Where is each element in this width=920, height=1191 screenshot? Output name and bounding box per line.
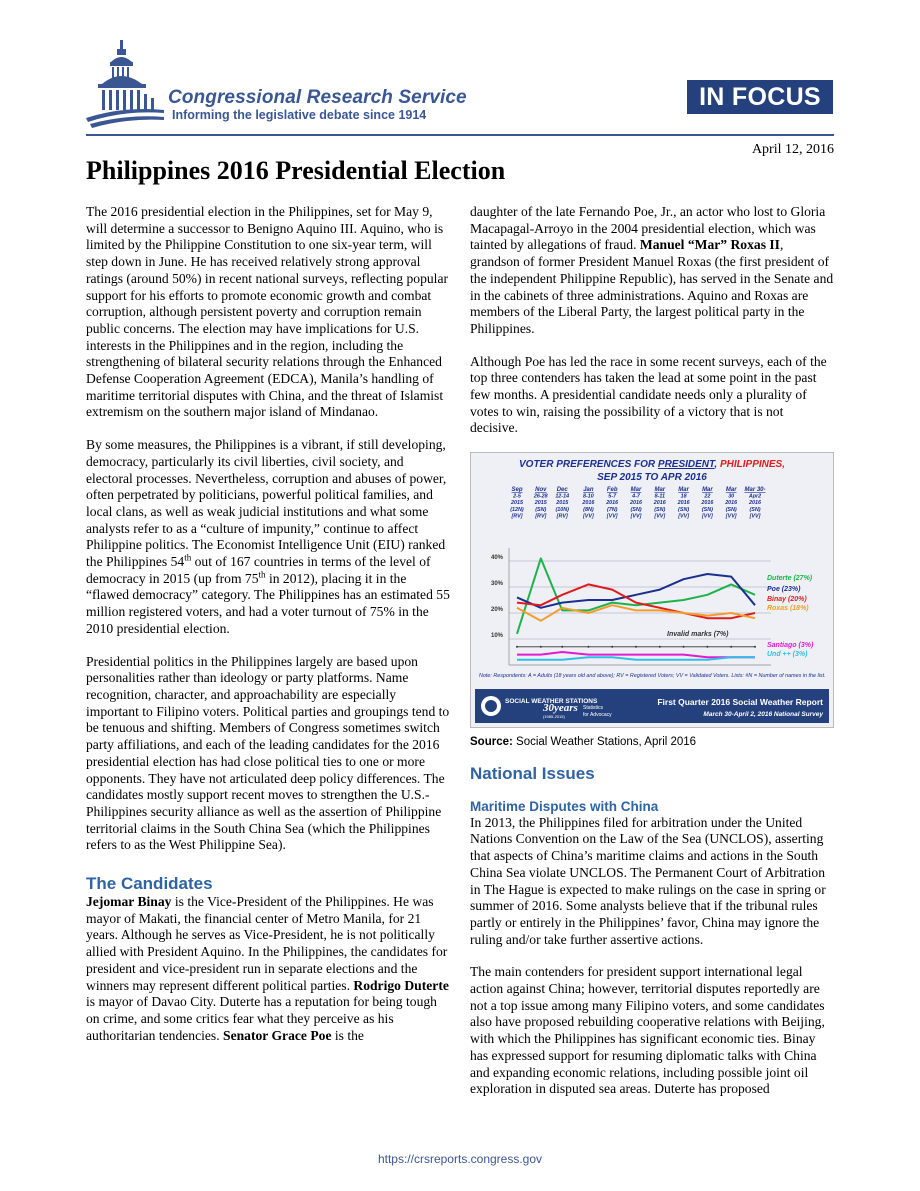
org-name: Congressional Research Service [168, 87, 467, 108]
column-header-y: 2015 [556, 500, 569, 507]
column-header-d: 4-7 [632, 493, 640, 500]
series-line-und [517, 657, 755, 660]
column-header-d: 12-14 [555, 493, 570, 500]
chart-svg [471, 453, 833, 727]
column-header-t: [VV] [702, 513, 713, 520]
data-point [516, 646, 518, 648]
chart-title-line2: SEP 2015 TO APR 2016 [597, 472, 707, 483]
series-line-santiago [517, 652, 755, 657]
column-header-n: (8N) [583, 506, 594, 513]
column-header-d: 8-11 [654, 493, 665, 500]
data-point [561, 646, 563, 648]
column-header-t: [VV] [678, 513, 689, 520]
candidates-paragraph: Jejomar Binay is the Vice-President of the Philippines. He was mayor of Makati, the financial center of Metro Manila, for 21 years. Although he serves as Vice-President, he is not politically allied with President Aquino. In the Philippines, the candidates for president and vice-president run in separate elections and the winners may represent different political parties. Rodrigo Duterte is mayor of Davao City. Duterte has a reputation for being tough on crime, and some critics fear what they perceive as his authoritarian tendencies. Senator Grace Poe is the [86, 894, 449, 1043]
column-header-y: 2016 [725, 500, 738, 507]
series-label: Binay (20%) [767, 596, 807, 603]
column-header-y: 2015 [511, 500, 523, 507]
column-header-t: [VV] [725, 513, 737, 520]
page-title: Philippines 2016 Presidential Election [86, 156, 506, 185]
plot-area [491, 548, 814, 665]
publication-date: April 12, 2016 [751, 142, 834, 157]
column-header-d: 30 [728, 493, 735, 500]
national-issues-heading: National Issues [470, 763, 595, 783]
column-header-m: Mar [654, 487, 666, 493]
column-header-t: [RV] [556, 513, 568, 520]
right-column-top [470, 204, 834, 453]
column-header-n: (SN) [678, 506, 690, 513]
column-header-n: (12N) [510, 506, 524, 513]
column-header-n: (SN) [701, 506, 713, 513]
org-tagline: Informing the legislative debate since 1914 [172, 108, 427, 122]
column-header-m: Mar [630, 487, 642, 493]
column-headers [510, 487, 766, 519]
report-subtitle: March 30-April 2, 2016 National Survey [703, 711, 823, 718]
series-line-duterte [517, 558, 755, 633]
right-column-bottom [470, 734, 834, 1114]
column-header-d: 2-5 [513, 493, 521, 500]
column-header-t: [VV] [630, 513, 642, 520]
anniversary-adv: for Advocacy [583, 712, 612, 718]
democracy-paragraph: By some measures, the Philippines is a vibrant, if still developing, democracy, particularly its civil liberties, civil society, and electoral processes. Nevertheless, corruption and abuses of power, often perpetrated by politicians, powerful political families, and local clans, as well as weak judicial institutions and what some analysts refer to as a “culture of impunity,” continue to affect Philippine politics. The Economist Intelligence Unit (EIU) ranked the Philippines 54th out of 167 countries in terms of the level of democracy in 2015 (up from 75th in 2012), placing it in the “flawed democracy” category. The Philippines has an estimated 55 million registered voters, and had a voter turnout of 75% in the 2010 presidential election. [86, 437, 450, 636]
column-header-t: [VV] [749, 513, 761, 520]
report-title: First Quarter 2016 Social Weather Report [657, 697, 823, 707]
column-header-m: Nov [535, 487, 547, 493]
candidates-heading: The Candidates [86, 874, 213, 894]
column-header-d: Apr2 [748, 493, 762, 500]
series-label: Duterte (27%) [767, 575, 813, 582]
column-header-m: Sep [511, 487, 523, 493]
column-header-n: (7N) [606, 506, 618, 513]
column-header-y: 2016 [749, 500, 761, 507]
column-header-y: 2015 [534, 500, 547, 507]
series-label: Und ++ (3%) [767, 651, 808, 658]
intro-paragraph: The 2016 presidential election in the Philippines, set for May 9, will determine a successor to Benigno Aquino III. Aquino, who is limited by the Philippine Constitution to one six-year term, will step down in June. He has received relatively strong approval ratings (around 50%) in recent national surveys, reflecting popular support for his efforts to promote economic growth and combat corruption, although persistent poverty and corruption remain public concerns. The election may have implications for U.S. interests in the Philippines and in the region, including the strengthening of bilateral security relations through the Enhanced Defense Cooperation Agreement (EDCA), Manila’s handling of maritime territorial disputes with China, and the threat of Islamist extremism on the southern major island of Mindanao. [86, 204, 448, 420]
column-header-t: [VV] [606, 513, 618, 520]
column-header-n: (SN) [654, 506, 666, 513]
capitol-dome-logo [84, 40, 166, 128]
anniversary-mark: 30years [543, 702, 578, 714]
y-tick-label: 20% [490, 607, 503, 613]
column-header-y: 2016 [582, 500, 595, 507]
column-header-t: [RV] [511, 513, 523, 520]
header-rule [86, 134, 834, 136]
chart-title-line1: VOTER PREFERENCES FOR PRESIDENT, PHILIPPINES, [519, 459, 785, 470]
left-column [86, 204, 450, 1060]
column-header-y: 2016 [630, 500, 642, 507]
data-point [540, 646, 542, 648]
column-header-m: Feb [606, 487, 618, 493]
maritime-heading: Maritime Disputes with China [470, 798, 659, 814]
y-tick-label: 30% [490, 581, 503, 587]
column-header-d: 22 [704, 493, 711, 500]
column-header-n: (SN) [630, 506, 642, 513]
column-header-y: 2016 [701, 500, 714, 507]
chart-note: Note: Respondents: A = Adults (18 years old and above); RV = Registered Voters; VV = Validated Voters. Lists: #N = Number of names in the list. [479, 673, 826, 679]
data-point [635, 646, 637, 648]
column-header-n: (SN) [535, 506, 547, 513]
column-header-y: 2016 [653, 500, 666, 507]
data-point [706, 646, 708, 648]
column-header-m: Dec [556, 487, 568, 493]
column-header-y: 2016 [677, 500, 690, 507]
y-tick-label: 40% [490, 555, 503, 561]
data-point [611, 646, 613, 648]
column-header-d: 8-10 [583, 493, 594, 500]
series-label: Roxas (18%) [767, 605, 809, 612]
column-header-m: Jan [583, 487, 594, 493]
data-point [659, 646, 661, 648]
anniversary-years: (1985-2015) [543, 714, 565, 719]
column-header-d: 18 [680, 493, 687, 500]
maritime-paragraph-2: The main contenders for president support international legal action against China; however, territorial disputes reportedly are not a top issue among many Filipino voters, and some candidates also have proposed rebuilding cooperative relations with Beijing, with which the Philippines has significant economic ties. Binay has expressed support for resuming diplomatic talks with China and expanding economic relations, including possible joint oil exploration in disputed sea areas. Duterte has proposed [470, 964, 825, 1097]
column-header-m: Mar 30- [744, 487, 766, 493]
column-header-n: (SN) [749, 506, 761, 513]
column-header-m: Mar [678, 487, 689, 493]
data-point [730, 646, 732, 648]
column-header-d: 5-7 [608, 493, 617, 500]
anniversary-stat: Statistics [583, 705, 604, 711]
column-header-n: (10N) [555, 506, 569, 513]
candidates-continued-paragraph: daughter of the late Fernando Poe, Jr., an actor who lost to Gloria Macapagal-Arroyo in the 2004 presidential election, which was tainted by allegations of fraud. Manuel “Mar” Roxas II, grandson of former President Manuel Roxas (the first president of the independent Philippine Republic), has served in the Senate and in the cabinets of three administrations. Aquino and Roxas are members of the Liberal Party, the largest political party in the Philippines. [470, 204, 834, 336]
column-header-m: Mar [702, 487, 713, 493]
column-header-m: Mar [725, 487, 737, 493]
y-tick-label: 10% [490, 633, 503, 639]
series-label: Poe (23%) [767, 586, 801, 593]
race-paragraph: Although Poe has led the race in some recent surveys, each of the top three contenders has taken the lead at some point in the past few months. A presidential candidate needs only a plurality of votes to win, raising the possibility of a victory that is not decisive. [470, 353, 827, 436]
column-header-t: [VV] [654, 513, 666, 520]
politics-paragraph: Presidential politics in the Philippines largely are based upon personalities rather than ideology or party platforms. Name recognition, character, and approachability are especially important to Filipino voters. Political parties and groupings tend to be tenuous and shifting. Members of Congress sometimes switch party affiliations, and each of the leading candidates for the 2016 presidential election has had close political ties to one or more opponents. They have not articulated deep policy differences. The candidates mostly support recent moves to strengthen the U.S.-Philippines security alliance as well as the assertion of Philippine territorial claims in the South China Sea (which the Philippines refers to as the West Philippine Sea). [86, 653, 450, 853]
series-label: Invalid marks (7%) [667, 631, 729, 638]
column-header-d: 26-28 [533, 493, 548, 500]
column-header-t: [VV] [583, 513, 594, 520]
in-focus-badge: IN FOCUS [687, 80, 833, 114]
footer-url[interactable]: https://crsreports.congress.gov [377, 1152, 543, 1166]
column-header-n: (SN) [725, 506, 737, 513]
series-label: Santiago (3%) [767, 642, 814, 649]
maritime-paragraph-1: In 2013, the Philippines filed for arbitration under the United Nations Convention on the Law of the Sea (UNCLOS), asserting that aspects of China’s maritime claims and actions in the South China Sea violate UNCLOS. The Permanent Court of Arbitration in The Hague is expected to make rulings on the case in spring or summer of 2016. Some analysts believe that if the tribunal rules partly or entirely in the Philippines’ favor, China may ignore the ruling and/or take further assertive actions. [470, 814, 826, 947]
voter-preference-chart [470, 452, 834, 728]
data-point [754, 646, 756, 648]
column-header-t: [RV] [535, 513, 547, 520]
chart-source: Source: Social Weather Stations, April 2016 [470, 736, 697, 748]
data-point [683, 646, 685, 648]
sws-logo-text: SOCIAL WEATHER STATIONS [505, 698, 598, 705]
data-point [587, 646, 589, 648]
column-header-y: 2016 [606, 500, 619, 507]
